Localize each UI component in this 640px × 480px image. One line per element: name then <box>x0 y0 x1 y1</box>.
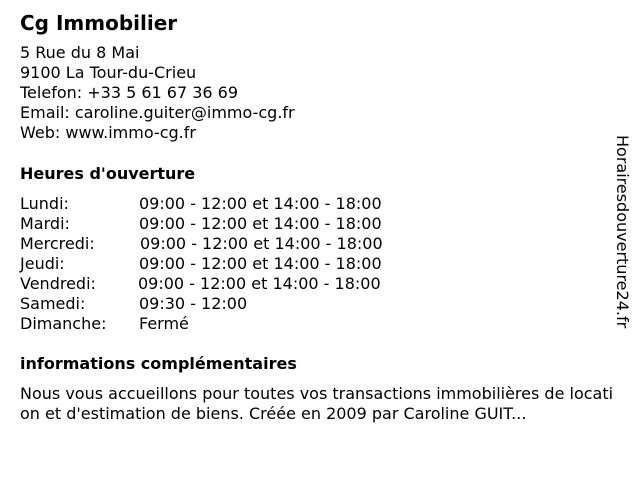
time-value: 09:00 - 12:00 et 14:00 - 18:00 <box>139 194 382 213</box>
additional-info-heading: informations complémentaires <box>20 354 297 373</box>
business-title: Cg Immobilier <box>20 11 178 35</box>
city-address: 9100 La Tour-du-Crieu <box>20 63 197 82</box>
time-value: 09:00 - 12:00 et 14:00 - 18:00 <box>140 234 383 253</box>
street-address: 5 Rue du 8 Mai <box>20 43 140 62</box>
time-value: 09:00 - 12:00 et 14:00 - 18:00 <box>139 214 382 233</box>
phone-number: Telefon: +33 5 61 67 36 69 <box>20 83 239 102</box>
day-label: Jeudi: <box>20 254 65 273</box>
additional-info-text: Nous vous accueillons pour toutes vos transactions immobilières de location et d'estimation de biens. Créée en 2009 par Caroline GUIT... <box>20 384 614 423</box>
time-value: 09:30 - 12:00 <box>139 294 248 313</box>
time-value: Fermé <box>139 314 189 333</box>
day-label: Samedi: <box>20 294 86 313</box>
address-block <box>20 43 295 143</box>
day-label: Mardi: <box>20 214 70 233</box>
time-value: 09:00 - 12:00 et 14:00 - 18:00 <box>138 274 381 293</box>
day-label: Dimanche: <box>20 314 107 333</box>
website-address: Web: www.immo-cg.fr <box>20 123 196 142</box>
email-address: Email: caroline.guiter@immo-cg.fr <box>20 103 295 122</box>
opening-hours-heading: Heures d'ouverture <box>20 164 196 183</box>
time-value: 09:00 - 12:00 et 14:00 - 18:00 <box>139 254 382 273</box>
day-label: Mercredi: <box>20 234 95 253</box>
site-watermark: Horairesdouverture24.fr <box>613 135 632 329</box>
day-label: Lundi: <box>20 194 69 213</box>
day-label: Vendredi: <box>20 274 96 293</box>
